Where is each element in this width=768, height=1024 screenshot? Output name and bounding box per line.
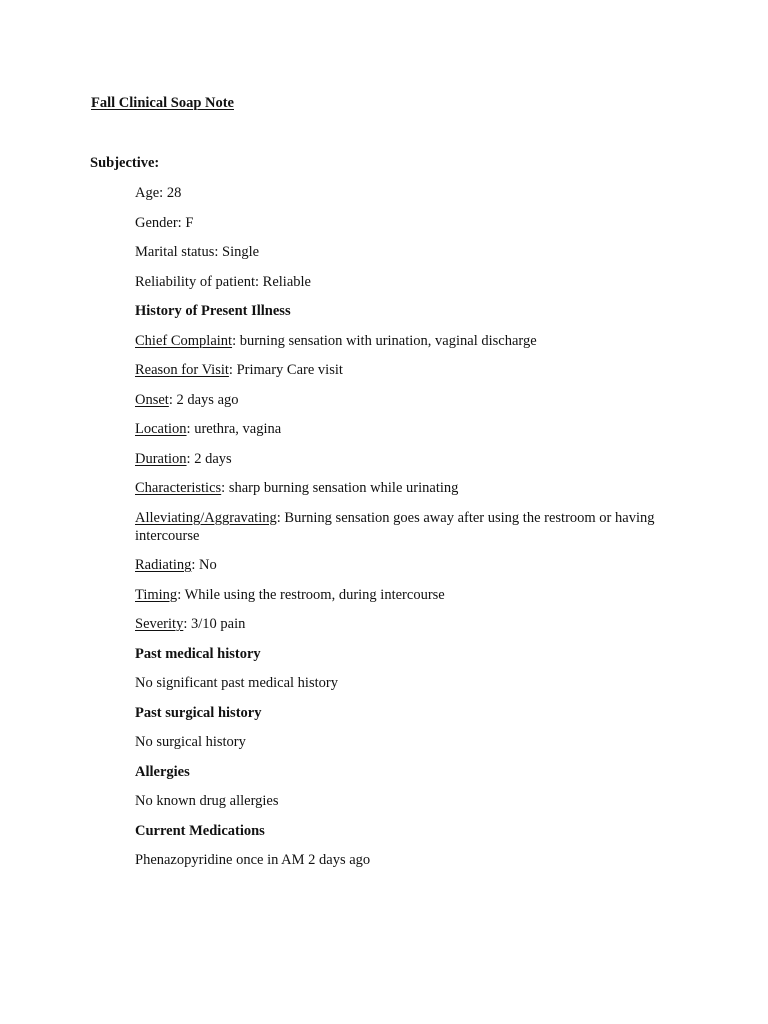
timing-label: Timing [135, 586, 178, 603]
reliability-line: Reliability of patient: Reliable [135, 273, 311, 290]
reason-for-visit-value: Primary Care visit [236, 362, 343, 378]
subjective-section [135, 184, 695, 881]
radiating-label: Radiating [135, 557, 192, 573]
reason-for-visit-line: Reason for Visit: Primary Care visit [135, 362, 343, 378]
location-line: Location: urethra, vagina [135, 421, 282, 437]
past-medical-history-heading: Past medical history [135, 645, 261, 662]
document-title: Fall Clinical Soap Note [91, 95, 234, 111]
alleviating-aggravating-value: Burning sensation goes away after using the restroom or having intercourse [135, 509, 655, 544]
hpi-heading: History of Present Illness [135, 303, 291, 319]
subjective-heading: Subjective: [90, 155, 160, 171]
characteristics-line: Characteristics: sharp burning sensation while urinating [135, 480, 459, 496]
allergies-text: No known drug allergies [135, 793, 279, 809]
onset-value: 2 days ago [176, 391, 239, 408]
duration-line: Duration: 2 days [135, 450, 232, 467]
timing-line: Timing: While using the restroom, during intercourse [135, 586, 445, 603]
chief-complaint-line: Chief Complaint: burning sensation with urination, vaginal discharge [135, 332, 537, 349]
allergies-heading: Allergies [135, 763, 190, 780]
gender-value: F [185, 214, 194, 231]
chief-complaint-label: Chief Complaint [135, 332, 233, 349]
marital-status-line: Marital status: Single [135, 244, 260, 260]
past-surgical-history-heading: Past surgical history [135, 704, 262, 721]
radiating-value: No [199, 557, 217, 573]
alleviating-aggravating-label: Alleviating/Aggravating [135, 509, 277, 526]
reason-for-visit-label: Reason for Visit [135, 362, 229, 378]
radiating-line: Radiating: No [135, 557, 217, 573]
alleviating-aggravating-line: Alleviating/Aggravating: Burning sensation goes away after using the restroom or having intercourse [135, 509, 655, 544]
gender-label: Gender [135, 214, 178, 231]
location-value: urethra, vagina [194, 421, 282, 437]
chief-complaint-value: burning sensation with urination, vaginal discharge [239, 332, 537, 349]
timing-value: While using the restroom, during intercourse [184, 586, 445, 603]
age-value: 28 [166, 185, 182, 201]
characteristics-label: Characteristics [135, 480, 222, 496]
severity-value: 3/10 pain [190, 616, 246, 632]
severity-line: Severity: 3/10 pain [135, 616, 246, 632]
age-label: Age [135, 185, 160, 201]
marital-status-value: Single [222, 244, 260, 260]
characteristics-value: sharp burning sensation while urinating [228, 480, 459, 496]
past-surgical-history-text: No surgical history [135, 734, 246, 750]
onset-label: Onset [135, 391, 169, 408]
reliability-value: Reliable [262, 273, 311, 290]
onset-line: Onset: 2 days ago [135, 391, 239, 408]
current-medications-text: Phenazopyridine once in AM 2 days ago [135, 852, 371, 868]
location-label: Location [135, 421, 187, 437]
age-line: Age: 28 [135, 185, 182, 201]
reliability-label: Reliability of patient [135, 273, 256, 290]
marital-status-label: Marital status [135, 244, 215, 260]
gender-line: Gender: F [135, 214, 194, 231]
duration-value: 2 days [194, 450, 232, 467]
current-medications-heading: Current Medications [135, 822, 265, 839]
duration-label: Duration [135, 450, 187, 467]
severity-label: Severity [135, 616, 184, 632]
past-medical-history-text: No significant past medical history [135, 675, 338, 691]
